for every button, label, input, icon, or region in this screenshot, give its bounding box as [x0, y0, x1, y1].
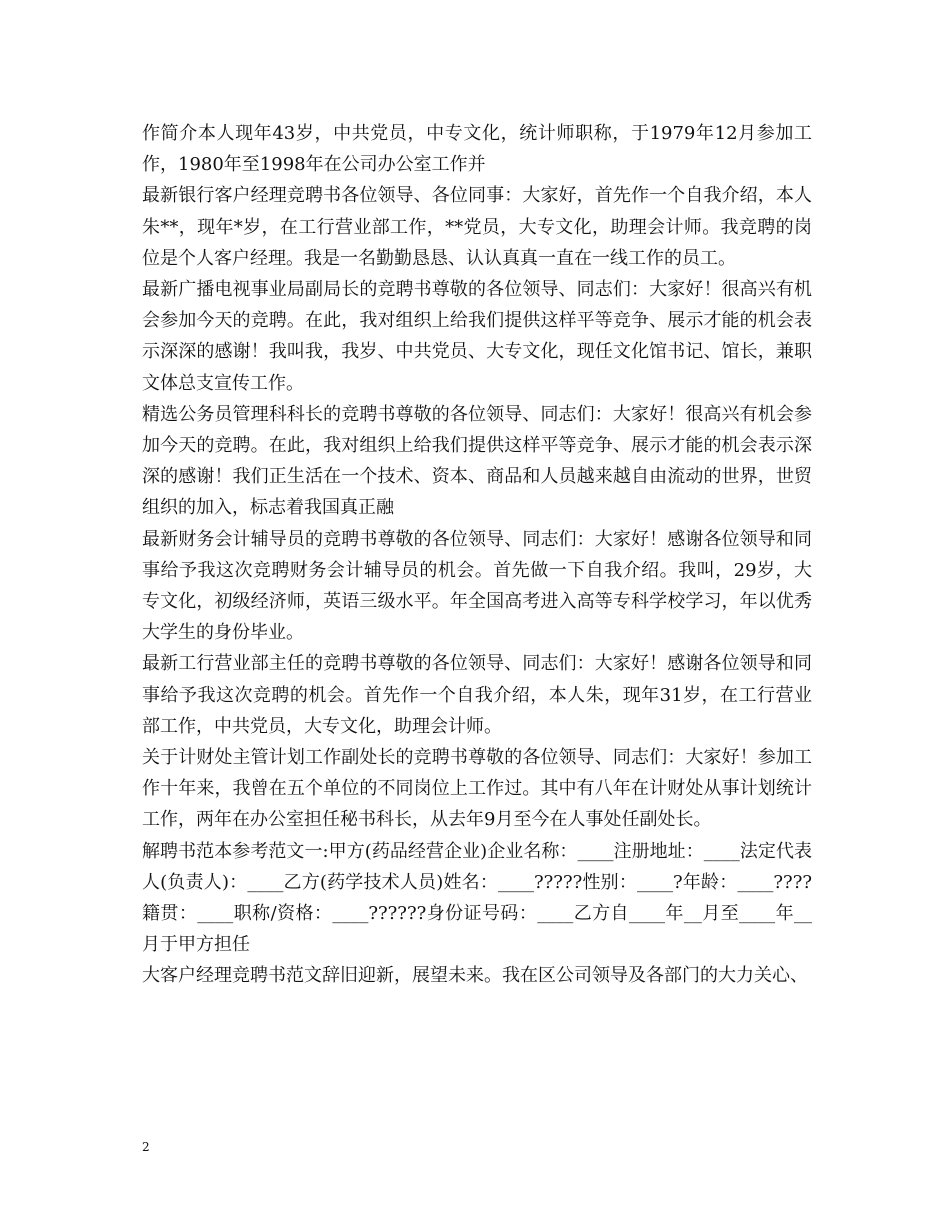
paragraph-7: 关于计财处主管计划工作副处长的竞聘书尊敬的各位领导、同志们：大家好！参加工作十年来，我曾在五个单位的不同岗位上工作过。其中有八年在计财处从事计划统计工作，两年在办公室担任秘书科长，从去年9月至今在人事处任副处长。 — [142, 747, 812, 831]
paragraph-1: 作简介本人现年43岁，中共党员，中专文化，统计师职称，于1979年12月参加工作，1980年至1998年在公司办公室工作并 — [142, 123, 812, 176]
paragraph-2: 最新银行客户经理竞聘书各位领导、各位同事：大家好，首先作一个自我介绍，本人朱**，现年*岁，在工行营业部工作，**党员，大专文化，助理会计师。我竞聘的岗位是个人客户经理。我是一名勤勤恳恳、认认真真一直在一线工作的员工。 — [142, 185, 812, 269]
document-body — [142, 118, 812, 992]
page-number: 2 — [142, 1140, 150, 1154]
paragraph-8: 解聘书范本参考范文一:甲方(药品经营企业)企业名称：____注册地址：____法定代表人(负责人)：____乙方(药学技术人员)姓名：____?????性别：____?年龄：____????籍贯：____职称/资格：____??????身份证号码：____乙方自____年__月至____年__月于甲方担任 — [142, 840, 812, 956]
paragraph-5: 最新财务会计辅导员的竞聘书尊敬的各位领导、同志们：大家好！感谢各位领导和同事给予我这次竞聘财务会计辅导员的机会。首先做一下自我介绍。我叫，29岁，大专文化，初级经济师，英语三级水平。年全国高考进入高等专科学校学习，年以优秀大学生的身份毕业。 — [142, 528, 812, 644]
paragraph-3: 最新广播电视事业局副局长的竞聘书尊敬的各位领导、同志们：大家好！很高兴有机会参加今天的竞聘。在此，我对组织上给我们提供这样平等竞争、展示才能的机会表示深深的感谢！我叫我，我岁、中共党员、大专文化，现任文化馆书记、馆长，兼职文体总支宣传工作。 — [142, 279, 812, 394]
paragraph-9: 大客户经理竞聘书范文辞旧迎新，展望未来。我在区公司领导及各部门的大力关心、 — [142, 965, 808, 987]
paragraph-4: 精选公务员管理科科长的竞聘书尊敬的各位领导、同志们：大家好！很高兴有机会参加今天的竞聘。在此，我对组织上给我们提供这样平等竞争、展示才能的机会表示深深的感谢！我们正生活在一个技术、资本、商品和人员越来越自由流动的世界，世贸组织的加入，标志着我国真正融 — [142, 403, 812, 519]
paragraph-6: 最新工行营业部主任的竞聘书尊敬的各位领导、同志们：大家好！感谢各位领导和同事给予我这次竞聘的机会。首先作一个自我介绍，本人朱，现年31岁，在工行营业部工作，中共党员，大专文化，助理会计师。 — [142, 653, 812, 737]
